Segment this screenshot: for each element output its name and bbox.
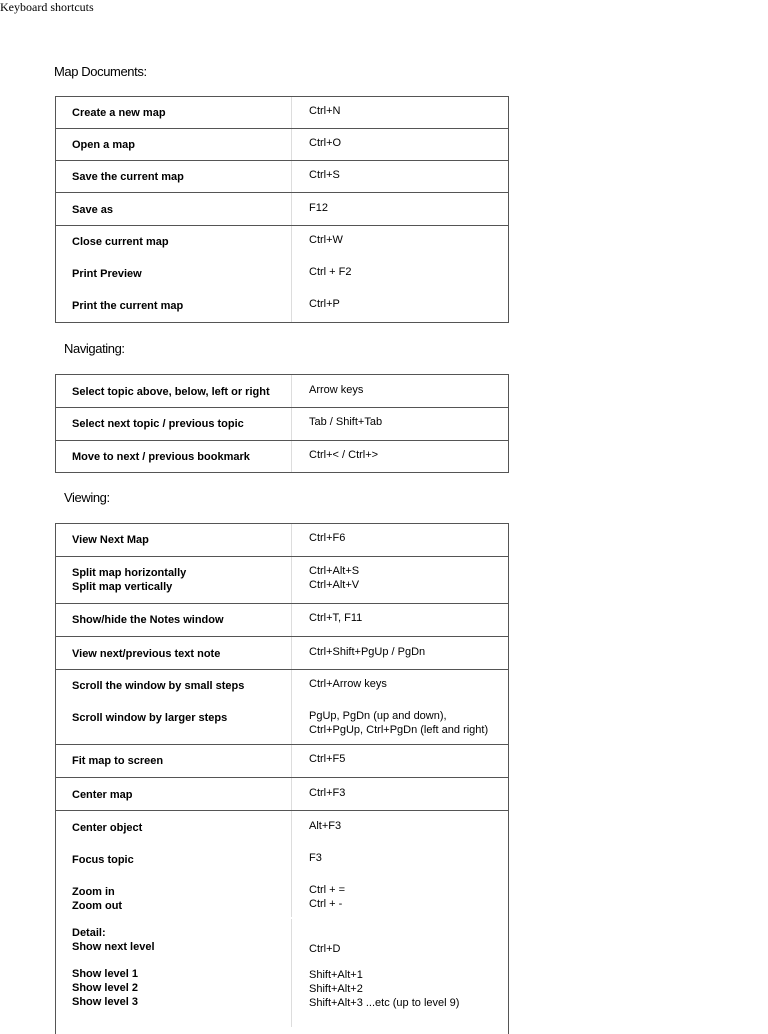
action-label: Save the current map	[72, 171, 184, 183]
action-label: Split map horizontally Split map vertically	[72, 567, 187, 593]
shortcut-keys: Ctrl+Arrow keys	[309, 678, 387, 690]
action-label: Create a new map	[72, 107, 166, 119]
action-label: Fit map to screen	[72, 755, 164, 767]
action-label: Print the current map	[72, 300, 184, 312]
action-label: Scroll window by larger steps	[72, 712, 228, 724]
table-row	[56, 637, 508, 670]
action-label: Save as	[72, 204, 113, 216]
table-row	[56, 226, 508, 258]
shortcut-keys: Ctrl + F2	[309, 266, 352, 278]
section-heading-viewing: Viewing:	[64, 490, 110, 505]
table-row	[56, 557, 508, 604]
action-label: Open a map	[72, 139, 135, 151]
shortcut-keys: Ctrl+D	[309, 943, 341, 955]
table-row	[56, 97, 508, 129]
shortcut-keys: Ctrl+F6	[309, 532, 346, 544]
action-label: Center object	[72, 822, 143, 834]
table-row	[56, 843, 508, 875]
shortcut-keys: Ctrl+Alt+S Ctrl+Alt+V	[309, 565, 360, 591]
table-row	[56, 193, 508, 226]
shortcut-keys: Ctrl+P	[309, 298, 340, 310]
action-label: Print Preview	[72, 268, 142, 280]
table-row	[56, 967, 508, 1027]
table-row	[56, 917, 508, 967]
shortcut-keys: Ctrl+F3	[309, 787, 346, 799]
table-row	[56, 258, 508, 290]
navigating-table	[55, 374, 509, 473]
table-row	[56, 670, 508, 702]
table-row	[56, 408, 508, 441]
action-label: View next/previous text note	[72, 648, 221, 660]
shortcut-keys: Tab / Shift+Tab	[309, 416, 383, 428]
table-row	[56, 290, 508, 323]
action-label: View Next Map	[72, 534, 149, 546]
shortcut-keys: Arrow keys	[309, 384, 364, 396]
table-row	[56, 702, 508, 745]
table-row	[56, 604, 508, 637]
shortcut-keys: F3	[309, 852, 322, 864]
document-title: Keyboard shortcuts	[0, 0, 94, 14]
shortcut-keys: Ctrl+S	[309, 169, 340, 181]
action-label: Scroll the window by small steps	[72, 680, 245, 692]
action-label: Move to next / previous bookmark	[72, 451, 250, 463]
shortcut-keys: PgUp, PgDn (up and down), Ctrl+PgUp, Ctrl+PgDn (left and right)	[309, 710, 489, 736]
action-label: Close current map	[72, 236, 169, 248]
action-label: Focus topic	[72, 854, 134, 866]
table-row	[56, 375, 508, 408]
section-heading-map-documents: Map Documents:	[54, 64, 147, 79]
section-heading-navigating: Navigating:	[64, 341, 125, 356]
action-label: Zoom in Zoom out	[72, 886, 123, 912]
action-label: Select next topic / previous topic	[72, 418, 244, 430]
shortcut-keys: Ctrl+N	[309, 105, 341, 117]
action-label: Center map	[72, 789, 133, 801]
map-documents-table	[55, 96, 509, 323]
shortcut-keys: F12	[309, 202, 328, 214]
shortcut-keys: Ctrl+F5	[309, 753, 346, 765]
shortcut-keys: Shift+Alt+1 Shift+Alt+2 Shift+Alt+3 ...etc (up to level 9)	[309, 969, 460, 1009]
table-row	[56, 811, 508, 843]
action-label: Select topic above, below, left or right	[72, 386, 270, 398]
shortcut-keys: Ctrl+Shift+PgUp / PgDn	[309, 646, 426, 658]
shortcut-keys: Ctrl+O	[309, 137, 342, 149]
viewing-table	[55, 523, 509, 1034]
shortcut-keys: Ctrl+T, F11	[309, 612, 363, 624]
table-row	[56, 161, 508, 193]
table-row	[56, 778, 508, 811]
table-row	[56, 441, 508, 473]
shortcut-keys: Ctrl + = Ctrl + -	[309, 884, 346, 910]
action-label: Detail: Show next level	[72, 927, 155, 953]
shortcut-keys: Alt+F3	[309, 820, 342, 832]
shortcut-keys: Ctrl+< / Ctrl+>	[309, 449, 379, 461]
shortcut-keys: Ctrl+W	[309, 234, 343, 246]
table-row	[56, 524, 508, 557]
action-label: Show level 1 Show level 2 Show level 3	[72, 968, 139, 1008]
action-label: Show/hide the Notes window	[72, 614, 224, 626]
table-row	[56, 129, 508, 161]
table-row	[56, 875, 508, 917]
table-row	[56, 745, 508, 778]
